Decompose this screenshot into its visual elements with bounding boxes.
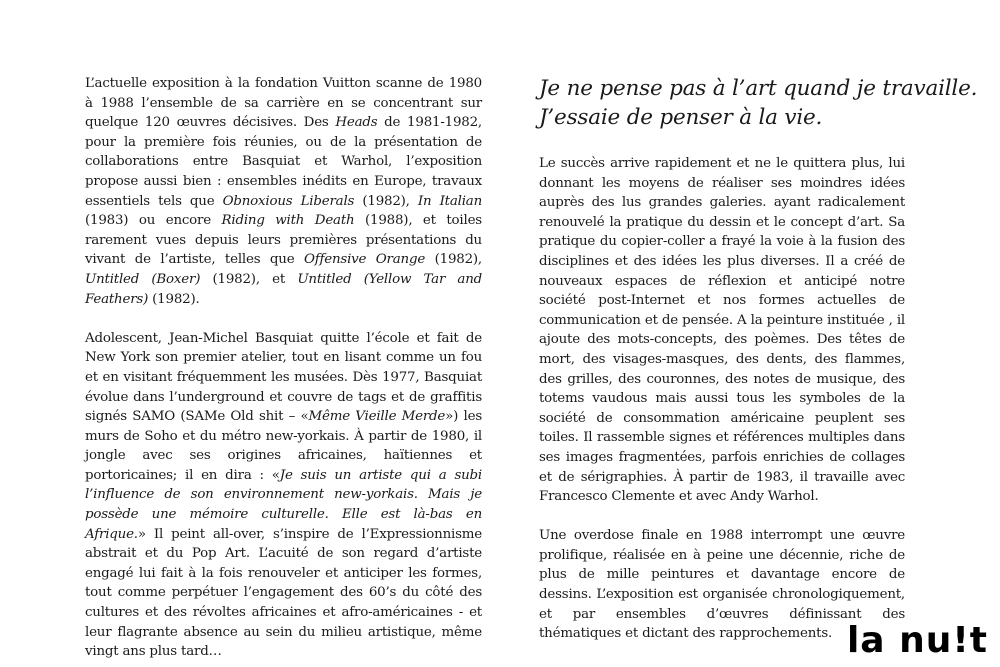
text-run: L’actuelle exposition à la fondation Vuitton scanne de 1980 à 1988 l’ensemble de sa carrière en se concentrant sur quelque 120 œuvres décisives. Des xyxy=(85,76,482,131)
artwork-title-offensive-orange: Offensive Orange xyxy=(303,252,426,268)
italic-translation: Même Vieille Merde xyxy=(308,409,446,425)
artwork-title-in-italian: In Italian xyxy=(417,193,483,209)
text-run: ») les murs de Soho et du métro new-yorkais. À partir de 1980, il jongle avec ses origines africaines, haïtiennes et portoricaines; il en dira : « xyxy=(85,409,483,483)
text-run: (1982), et xyxy=(200,271,298,287)
left-paragraph-adolescent xyxy=(85,329,482,662)
artwork-title-untitled-boxer: Untitled (Boxer) xyxy=(85,271,201,287)
pull-quote-line-1: Je ne pense pas à l’art quand je travaille. xyxy=(539,76,978,101)
text-run: (1988), et toiles rarement vues depuis leurs premières présentations du vivant de l’artiste, telles que xyxy=(85,213,482,268)
left-paragraph-exposition xyxy=(85,74,482,309)
left-column xyxy=(85,74,482,662)
italic-artist-quote: Je suis un artiste qui a subi l’influence de son environnement new-yorkais. Mais je possède une mémoire culturelle. Elle est là-bas en Afrique. xyxy=(85,467,482,542)
text-run: (1983) ou encore xyxy=(85,213,222,229)
text-run: (1982), xyxy=(354,193,418,209)
text-run: de 1981-1982, pour la première fois réunies, ou de la présentation de collaborations entre Basquiat et Warhol, l’exposition propose aussi bien : ensembles inédits en Europe, travaux essentiels tels que xyxy=(85,115,482,209)
text-run: (1982), xyxy=(425,252,482,268)
artwork-title-obnoxious-liberals: Obnoxious Liberals xyxy=(222,193,355,209)
la-nuit-logo: la nu!t xyxy=(846,620,988,661)
artwork-title-heads: Heads xyxy=(335,115,378,131)
text-run: (1982). xyxy=(148,291,200,307)
pull-quote-line-2: J’essaie de penser à la vie. xyxy=(539,105,823,130)
artwork-title-riding-with-death: Riding with Death xyxy=(221,213,355,229)
text-run: » Il peint all-over, s’inspire de l’Expressionnisme abstrait et du Pop Art. L’acuité de son regard d’artiste engagé lui fait à la fois renouveler et anticiper les formes, tout comme perpétuer l’engagement des 60’s du côté des cultures et des révoltes africaines et afro-américaines - et leur flagrante absence au sein du milieu artistique, même vingt ans plus tard… xyxy=(85,526,482,660)
text-run: Adolescent, Jean-Michel Basquiat quitte l’école et fait de New York son premier atelier, tout en lisant comme un fou et en visitant fréquemment les musées. Dès 1977, Basquiat évolue dans l’underground et couvre de tags et de graffitis signés SAMO (SAMe Old shit – « xyxy=(85,330,482,425)
pull-quote xyxy=(539,74,978,132)
right-paragraph-succes: Le succès arrive rapidement et ne le quittera plus, lui donnant les moyens de réaliser ses moindres idées auprès des lus grandes galeries. ayant radicalement renouvelé la pratique du dessin et le concept d’art. Sa pratique du copier-coller a frayé la voie à la fusion des disciplines et des idées les plus diverses. Il a créé de nouveaux espaces de réflexion et anticipé notre société post-Internet et nos formes actuelles de communication et de pensée. A la peinture instituée , il ajoute des mots-concepts, des poèmes. Des têtes de mort, des visages-masques, des dents, des flammes, des grilles, des couronnes, des notes de musique, des totems vaudous mais aussi tous les symboles de la société de consommation américaine peuplent ses toiles. Il rassemble signes et références multiples dans ses images fragmentées, parfois enrichies de collages et de sérigraphies. À partir de 1983, il travaille avec Francesco Clemente et avec Andy Warhol. xyxy=(539,156,905,505)
artwork-title-untitled-yellow-tar: Untitled (Yellow Tar and Feathers) xyxy=(85,271,482,307)
right-paragraph-overdose: Une overdose finale en 1988 interrompt une œuvre prolifique, réalisée en à peine une décennie, riche de plus de mille peintures et davantage encore de dessins. L’exposition est organisée chronologiquement, et par ensembles d’œuvres définissant des thématiques et dictant des rapprochements. xyxy=(539,528,905,642)
right-body xyxy=(539,154,905,644)
